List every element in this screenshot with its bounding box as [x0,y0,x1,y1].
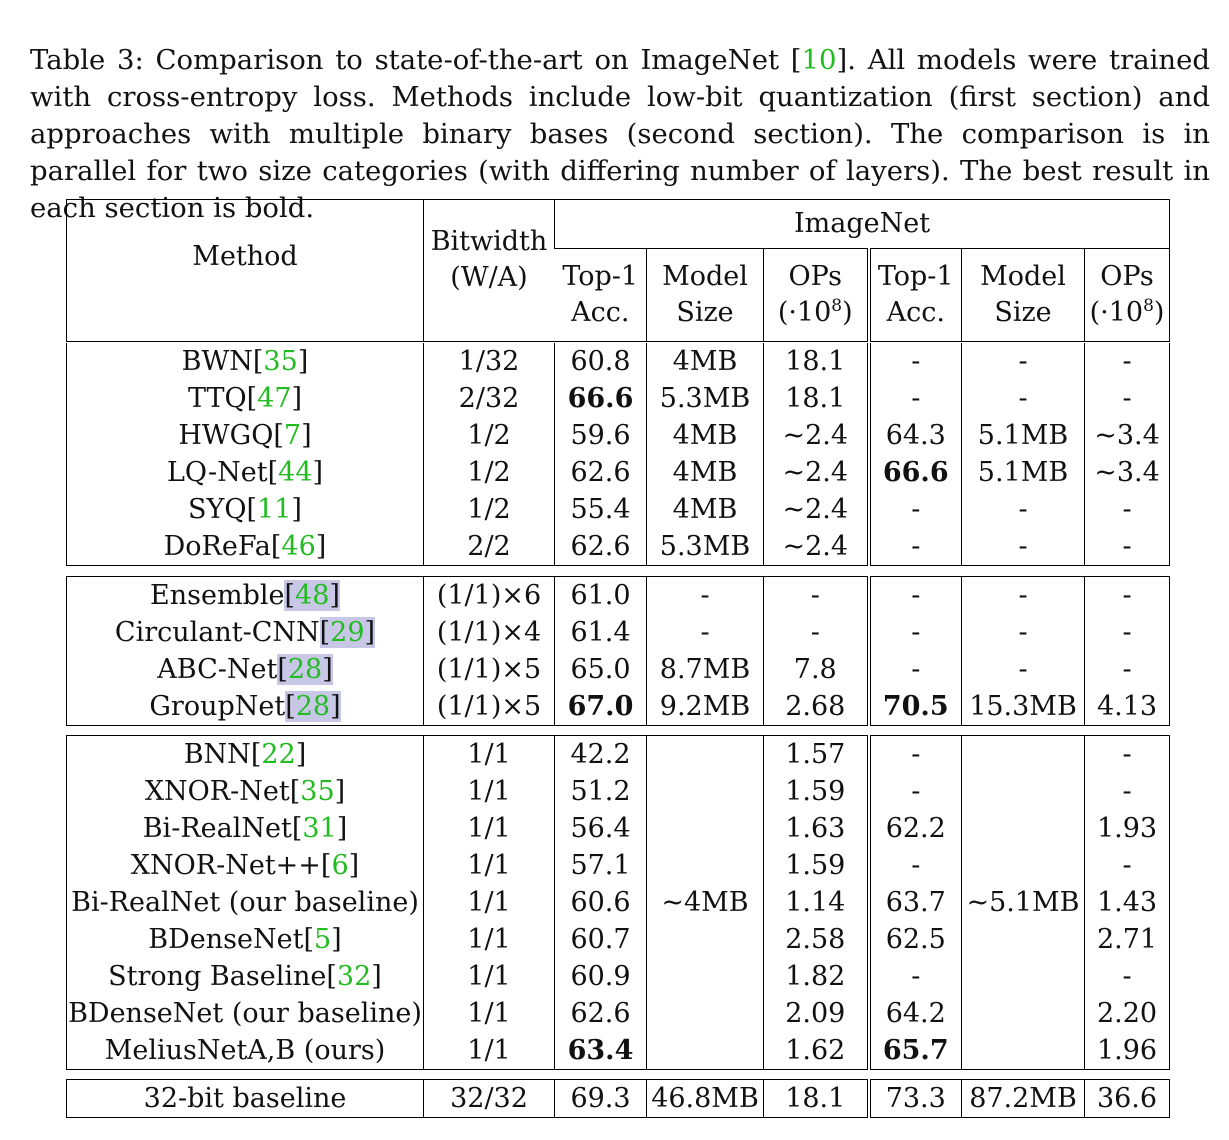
header-method: Method [192,241,298,272]
bitwidth-cell: 1/2 [424,454,555,491]
method-cell: SYQ[11] [188,494,302,525]
acc-cell: - [869,380,962,417]
section-low-bit [66,343,1170,566]
method-cell: Strong Baseline[32] [108,961,382,992]
ops-cell: ~2.4 [764,491,869,528]
method-cell: BDenseNet (our baseline) [68,998,422,1029]
size-cell: 4MB [647,343,764,380]
acc-cell: 62.5 [869,921,962,958]
citation-link[interactable]: 11 [257,494,292,525]
citation-link[interactable]: 5 [313,924,332,955]
acc-cell: 59.6 [555,417,647,454]
bitwidth-cell: 1/32 [424,343,555,380]
ops-cell: - [1085,847,1170,884]
caption-citation-link[interactable]: 10 [801,43,837,76]
ops-cell: - [1085,343,1170,380]
citation-link[interactable]: 31 [302,813,337,844]
bitwidth-cell: 1/1 [424,736,555,774]
acc-cell: 64.2 [869,995,962,1032]
citation-link[interactable]: 48 [295,580,330,611]
bitwidth-cell: 1/1 [424,1032,555,1070]
header-ops-small: OPs $(\cdot 10^8)$ [764,249,869,342]
ops-cell: 2.71 [1085,921,1170,958]
acc-cell: 62.6 [555,454,647,491]
acc-cell: 60.9 [555,958,647,995]
size-cell: - [647,577,764,615]
method-cell: HWGQ[7] [178,420,312,451]
ops-cell: - [1085,577,1170,615]
method-cell: Bi-RealNet[31] [142,813,348,844]
acc-cell: 66.6 [555,380,647,417]
ops-cell: 1.62 [764,1032,869,1070]
citation-link[interactable]: 28 [295,691,331,722]
ops-cell: - [1085,614,1170,651]
table-header [66,199,1170,342]
ops-cell: 4.13 [1085,688,1170,726]
acc-cell: 61.4 [555,614,647,651]
section-multi-bases [66,576,1170,726]
ops-cell: 1.14 [764,884,869,921]
citation-link[interactable]: 28 [287,654,323,685]
table-row [67,1080,1170,1118]
acc-cell: 62.2 [869,810,962,847]
size-cell: - [962,380,1085,417]
acc-cell: 55.4 [555,491,647,528]
ops-cell: - [1085,651,1170,688]
acc-cell: - [869,491,962,528]
acc-cell: 70.5 [869,688,962,726]
table-row [67,380,1170,417]
ops-cell: 2.09 [764,995,869,1032]
bitwidth-cell: 1/1 [424,773,555,810]
acc-cell: 69.3 [555,1080,647,1118]
header-ops-large: OPs $(\cdot 10^8)$ [1085,249,1170,342]
acc-cell: 62.6 [555,995,647,1032]
method-cell: LQ-Net[44] [166,457,324,488]
ops-cell: - [764,614,869,651]
table-row [67,614,1170,651]
acc-cell: 73.3 [869,1080,962,1118]
table-row [67,736,1170,774]
citation-link[interactable]: 7 [283,420,302,451]
acc-cell: - [869,528,962,566]
citation-link[interactable]: 32 [336,961,372,992]
citation-link[interactable]: 44 [278,457,313,488]
acc-cell: - [869,577,962,615]
method-cell: DoReFa[46] [163,531,327,562]
header-bitwidth: Bitwidth (W/A) [424,200,555,342]
table-row [67,491,1170,528]
method-cell: ABC-Net[28] [157,654,333,685]
size-cell-merged-small: ~4MB [647,736,764,1070]
acc-cell: 61.0 [555,577,647,615]
acc-cell: 67.0 [555,688,647,726]
method-cell: XNOR-Net[35] [144,776,346,807]
size-cell: - [647,614,764,651]
size-cell: 4MB [647,491,764,528]
ops-cell: - [1085,380,1170,417]
bitwidth-cell: 1/2 [424,491,555,528]
ops-cell: - [1085,528,1170,566]
header-top1-small: Top-1 Acc. [562,261,639,328]
citation-link[interactable]: 46 [281,531,316,562]
ops-cell: 1.59 [764,847,869,884]
bitwidth-cell: 1/1 [424,847,555,884]
ops-cell: ~2.4 [764,454,869,491]
size-cell: 5.3MB [647,380,764,417]
table-row [67,577,1170,615]
table-row [67,651,1170,688]
ops-cell: ~3.4 [1085,454,1170,491]
size-cell: - [962,577,1085,615]
citation-link[interactable]: 6 [331,850,349,881]
acc-cell: 42.2 [555,736,647,774]
method-cell: BDenseNet[5] [148,924,342,955]
citation-link[interactable]: 47 [257,383,292,414]
citation-link[interactable]: 35 [263,346,298,377]
method-cell: Bi-RealNet (our baseline) [71,887,419,918]
bitwidth-cell: (1/1)×4 [424,614,555,651]
ops-cell: - [764,577,869,615]
citation-link[interactable]: 35 [300,776,335,807]
bitwidth-cell: (1/1)×5 [424,688,555,726]
size-cell: - [962,528,1085,566]
table-row [67,454,1170,491]
acc-cell: 57.1 [555,847,647,884]
bitwidth-cell: 1/1 [424,921,555,958]
ops-cell: 2.68 [764,688,869,726]
bitwidth-cell: 1/2 [424,417,555,454]
acc-cell: - [869,736,962,774]
acc-cell: - [869,343,962,380]
ops-cell: - [1085,491,1170,528]
acc-cell: 62.6 [555,528,647,566]
ops-cell: 1.96 [1085,1032,1170,1070]
acc-cell: - [869,847,962,884]
ops-cell: ~3.4 [1085,417,1170,454]
method-cell: GroupNet[28] [149,691,341,722]
size-cell: - [962,343,1085,380]
ops-cell: 1.82 [764,958,869,995]
bitwidth-cell: 1/1 [424,995,555,1032]
size-cell: 46.8MB [647,1080,764,1118]
table-row [67,417,1170,454]
method-cell: Ensemble[48] [150,580,340,611]
size-cell: - [962,491,1085,528]
size-cell: 9.2MB [647,688,764,726]
table-caption: Table 3: Comparison to state-of-the-art on ImageNet [10]. All models were trained with cross-entropy loss. Methods include low-bit quantization (first section) and approaches with multiple binary bases (second section). The comparison is in parallel for two size categories (with differing number of layers). The best result in each section is bold. [30,43,1210,224]
bitwidth-cell: 1/1 [424,958,555,995]
size-cell: 5.3MB [647,528,764,566]
acc-cell: - [869,958,962,995]
method-cell: XNOR-Net++[6] [130,850,360,881]
acc-cell: 51.2 [555,773,647,810]
acc-cell: 66.6 [869,454,962,491]
method-cell: Circulant-CNN[29] [114,617,376,648]
acc-cell: 63.4 [555,1032,647,1070]
bitwidth-cell: 32/32 [424,1080,555,1118]
ops-cell: ~2.4 [764,417,869,454]
acc-cell: 63.7 [869,884,962,921]
acc-cell: 64.3 [869,417,962,454]
method-cell: BNN[22] [183,739,307,770]
ops-cell: 7.8 [764,651,869,688]
size-cell: 4MB [647,417,764,454]
bitwidth-cell: (1/1)×6 [424,577,555,615]
bitwidth-cell: 1/1 [424,810,555,847]
ops-cell: - [1085,958,1170,995]
bitwidth-cell: 1/1 [424,884,555,921]
method-cell: 32-bit baseline [143,1083,347,1114]
header-size-small: Model Size [647,249,764,342]
ops-cell: 1.43 [1085,884,1170,921]
citation-link[interactable]: 22 [261,739,296,770]
size-cell: 8.7MB [647,651,764,688]
method-cell: BWN[35] [181,346,309,377]
acc-cell: 60.7 [555,921,647,958]
size-cell: 5.1MB [962,454,1085,491]
header-size-large: Model Size [962,249,1085,342]
bitwidth-cell: (1/1)×5 [424,651,555,688]
ops-cell: 36.6 [1085,1080,1170,1118]
table-row [67,528,1170,566]
ops-cell: 18.1 [764,380,869,417]
table-row [67,688,1170,726]
table-row [67,343,1170,380]
header-top1-large: Top-1 Acc. [869,249,962,342]
size-cell: 5.1MB [962,417,1085,454]
citation-link[interactable]: 29 [330,617,365,648]
acc-cell: 60.8 [555,343,647,380]
acc-cell: 60.6 [555,884,647,921]
ops-cell: 1.59 [764,773,869,810]
ops-cell: 18.1 [764,1080,869,1118]
size-cell: - [962,651,1085,688]
method-cell: MeliusNetA,B (ours) [104,1035,386,1066]
ops-cell: ~2.4 [764,528,869,566]
ops-cell: 2.20 [1085,995,1170,1032]
ops-cell: 1.57 [764,736,869,774]
size-cell-merged-large: ~5.1MB [962,736,1085,1070]
header-imagenet: ImageNet [555,200,1170,249]
ops-cell: - [1085,773,1170,810]
acc-cell: - [869,773,962,810]
size-cell: 4MB [647,454,764,491]
ops-cell: 1.93 [1085,810,1170,847]
bitwidth-cell: 2/32 [424,380,555,417]
ops-cell: - [1085,736,1170,774]
section-binary [66,735,1170,1070]
acc-cell: - [869,614,962,651]
size-cell: - [962,614,1085,651]
ops-cell: 18.1 [764,343,869,380]
acc-cell: 56.4 [555,810,647,847]
acc-cell: 65.0 [555,651,647,688]
size-cell: 15.3MB [962,688,1085,726]
acc-cell: - [869,651,962,688]
ops-cell: 2.58 [764,921,869,958]
acc-cell: 65.7 [869,1032,962,1070]
size-cell: 87.2MB [962,1080,1085,1118]
section-baseline [66,1079,1170,1118]
bitwidth-cell: 2/2 [424,528,555,566]
ops-cell: 1.63 [764,810,869,847]
method-cell: TTQ[47] [187,383,303,414]
